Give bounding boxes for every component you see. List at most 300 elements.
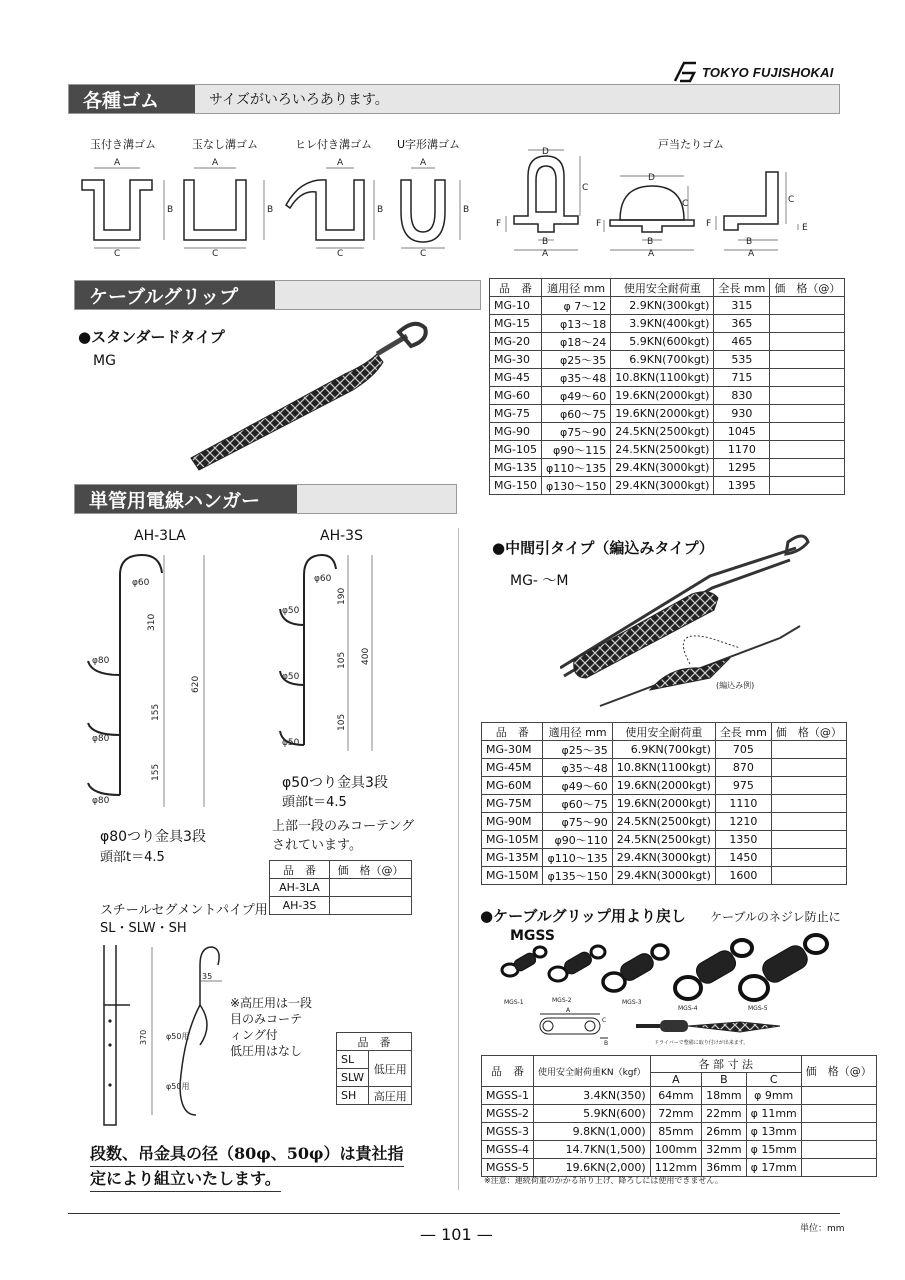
standard-type-label: ●スタンダードタイプ xyxy=(78,328,225,346)
table-cell xyxy=(770,315,845,333)
dim-label: 190 xyxy=(337,587,347,605)
table-cell: 870 xyxy=(715,759,771,777)
standard-grip-spec-table xyxy=(489,278,845,495)
rubber-type-label: 戸当たりゴム xyxy=(658,138,724,151)
table-cell: φ90〜110 xyxy=(543,831,612,849)
dim-label: 105 xyxy=(337,713,347,731)
photo-label: MGS-5 xyxy=(748,1005,768,1012)
col-header: 全長 mm xyxy=(714,279,770,297)
table-header-row xyxy=(482,723,847,741)
dim-label: φ80 xyxy=(92,656,110,666)
table-cell: 705 xyxy=(715,741,771,759)
rubber-type-label: ヒレ付き溝ゴム xyxy=(295,138,372,151)
dim-label: 310 xyxy=(147,613,157,631)
table-cell: 1600 xyxy=(715,867,771,885)
table-cell xyxy=(770,441,845,459)
fin-groove-rubber-profile xyxy=(286,180,364,240)
table-cell: 22mm xyxy=(702,1105,746,1123)
rubber-type-label: U字形溝ゴム xyxy=(397,138,461,151)
company-logo xyxy=(672,60,847,84)
section-title: 各種ゴム xyxy=(69,85,195,113)
dim-label: 155 xyxy=(151,703,161,721)
steel-pipe-title: スチールセグメントパイプ用 xyxy=(100,903,268,918)
table-cell xyxy=(771,849,846,867)
dim-label: φ50 xyxy=(282,672,300,682)
table-cell xyxy=(770,477,845,495)
dim-label: A xyxy=(420,158,427,168)
page-number: — 101 — xyxy=(420,1225,493,1244)
dim-label: A xyxy=(542,249,549,258)
table-cell: MG-135M xyxy=(482,849,543,867)
door-stop-profile-1 xyxy=(514,156,578,232)
table-cell: φ60〜75 xyxy=(541,405,610,423)
col-subheader: B xyxy=(702,1073,746,1087)
table-cell: 1170 xyxy=(714,441,770,459)
logo-mark-icon xyxy=(672,61,698,83)
table-cell: MG-75M xyxy=(482,795,543,813)
table-cell xyxy=(770,351,845,369)
dim-label: A xyxy=(566,1007,571,1014)
table-cell: MG-45M xyxy=(482,759,543,777)
col-subheader: C xyxy=(746,1073,801,1087)
table-row xyxy=(490,369,845,387)
table-cell: MG-30 xyxy=(490,351,542,369)
cable-grip-section-header xyxy=(74,280,481,310)
col-header: 品 番 xyxy=(482,723,543,741)
dim-label: 105 xyxy=(337,651,347,669)
dim-label: φ50用 xyxy=(166,1032,190,1041)
table-cell xyxy=(330,879,412,897)
table-row xyxy=(482,1159,877,1177)
table-row xyxy=(490,297,845,315)
dim-label: B xyxy=(167,205,174,215)
dim-label: A xyxy=(648,249,655,258)
table-cell: MG-45 xyxy=(490,369,542,387)
table-cell: 6.9KN(700kgt) xyxy=(611,351,714,369)
table-cell: φ18〜24 xyxy=(541,333,610,351)
table-cell xyxy=(801,1105,876,1123)
table-cell: φ 11mm xyxy=(746,1105,801,1123)
dim-label: C xyxy=(337,249,344,259)
dim-label: A xyxy=(337,158,344,168)
table-cell: φ75〜90 xyxy=(541,423,610,441)
dim-label: F xyxy=(706,219,712,229)
table-cell: φ 9mm xyxy=(746,1087,801,1105)
dim-label: B xyxy=(604,1040,609,1047)
section-title: 単管用電線ハンガー xyxy=(75,485,297,513)
col-header: 品 番 xyxy=(482,1056,534,1087)
dim-label: φ50 xyxy=(282,606,300,616)
figure-caption: ドライバーで整備に取り付けが出来ます。 xyxy=(654,1040,749,1046)
table-cell: φ49〜60 xyxy=(543,777,612,795)
col-header: 品 番 xyxy=(270,861,330,879)
u-groove-rubber-profile xyxy=(401,180,445,242)
middle-type-label: ●中間引タイプ（編込みタイプ） xyxy=(492,539,714,557)
col-header: 価 格（@） xyxy=(770,279,845,297)
table-cell: 1295 xyxy=(714,459,770,477)
mgss-footnote: ※注意：連続荷重のかかる吊り上げ、降ろしには使用できません。 xyxy=(484,1176,723,1185)
table-cell xyxy=(770,333,845,351)
logo-text: TOKYO FUJISHOKAI xyxy=(702,64,834,80)
table-cell xyxy=(771,867,846,885)
steel-pipe-models: SL・SLW・SH xyxy=(100,921,187,936)
table-cell: MGSS-5 xyxy=(482,1159,534,1177)
table-cell: 975 xyxy=(715,777,771,795)
table-cell: 36mm xyxy=(702,1159,746,1177)
table-cell: φ 15mm xyxy=(746,1141,801,1159)
dim-label: B xyxy=(647,237,654,247)
middle-grip-spec-table xyxy=(481,722,847,885)
col-header: 各 部 寸 法 xyxy=(650,1056,801,1073)
table-cell: φ35〜48 xyxy=(541,369,610,387)
table-cell: 19.6KN(2,000) xyxy=(533,1159,650,1177)
ah3la-caption: 頭部t＝4.5 xyxy=(100,850,165,865)
table-cell: 24.5KN(2500kgt) xyxy=(612,813,715,831)
photo-label: MGS-2 xyxy=(552,997,572,1004)
table-cell: φ 17mm xyxy=(746,1159,801,1177)
dim-label: φ50 xyxy=(282,738,300,748)
table-cell: φ90〜115 xyxy=(541,441,610,459)
table-cell: MGSS-1 xyxy=(482,1087,534,1105)
table-cell: MG-105 xyxy=(490,441,542,459)
dim-label: B xyxy=(267,205,274,215)
table-cell: 72mm xyxy=(650,1105,701,1123)
figure-caption: (編込み例) xyxy=(716,681,755,690)
cable-grip-illustration xyxy=(185,318,435,478)
hanger-price-table xyxy=(269,860,412,915)
ah3la-drawing xyxy=(80,545,220,825)
dim-label: B xyxy=(377,205,384,215)
table-cell: φ25〜35 xyxy=(541,351,610,369)
dim-label: F xyxy=(596,219,602,229)
dim-label: B xyxy=(542,237,549,247)
dim-label: 155 xyxy=(151,763,161,781)
table-cell: MG-20 xyxy=(490,333,542,351)
table-cell: φ 13mm xyxy=(746,1123,801,1141)
dim-label: A xyxy=(748,249,755,258)
col-header: 適用径 mm xyxy=(541,279,610,297)
table-header-row xyxy=(490,279,845,297)
dim-label: φ80 xyxy=(92,796,110,806)
table-cell: MG-60M xyxy=(482,777,543,795)
dim-label: φ60 xyxy=(314,574,332,584)
hanger-section-header xyxy=(74,484,457,514)
dim-label: φ80 xyxy=(92,734,110,744)
dim-label: C xyxy=(788,195,795,205)
table-cell: 1450 xyxy=(715,849,771,867)
dim-label: φ60 xyxy=(132,578,150,588)
table-cell xyxy=(770,405,845,423)
table-row xyxy=(482,1105,877,1123)
table-cell: 112mm xyxy=(650,1159,701,1177)
col-header: 使用安全耐荷重KN（kgf） xyxy=(533,1056,650,1087)
middle-model: MG- 〜M xyxy=(510,573,569,589)
table-cell xyxy=(801,1159,876,1177)
pipe-segment xyxy=(104,1005,116,1125)
section-subtitle: サイズがいろいろあります。 xyxy=(209,92,389,108)
table-row xyxy=(270,879,412,897)
mgss-spec-table xyxy=(481,1055,877,1177)
table-row xyxy=(482,741,847,759)
table-cell: 29.4KN(3000kgt) xyxy=(612,849,715,867)
col-header: 全長 mm xyxy=(715,723,771,741)
dim-label: B xyxy=(463,205,470,215)
col-header: 価 格（@） xyxy=(801,1056,876,1087)
table-cell: 5.9KN(600kgt) xyxy=(611,333,714,351)
table-cell xyxy=(771,777,846,795)
dim-label: C xyxy=(114,249,121,259)
table-cell: φ130〜150 xyxy=(541,477,610,495)
dim-label: C xyxy=(682,199,689,209)
door-stop-rubber-drawing xyxy=(492,146,822,258)
table-cell: φ60〜75 xyxy=(543,795,612,813)
table-row xyxy=(490,459,845,477)
rubber-profiles-drawing xyxy=(76,150,476,260)
table-row xyxy=(270,897,412,915)
swivel-2 xyxy=(549,946,605,981)
table-cell: 26mm xyxy=(702,1123,746,1141)
table-cell xyxy=(330,897,412,915)
table-cell: φ 7〜12 xyxy=(541,297,610,315)
table-cell: 365 xyxy=(714,315,770,333)
table-cell xyxy=(770,297,845,315)
col-header: 適用径 mm xyxy=(543,723,612,741)
table-row xyxy=(490,441,845,459)
table-cell xyxy=(770,387,845,405)
table-cell: MG-75 xyxy=(490,405,542,423)
dim-label: 35 xyxy=(202,972,213,981)
table-cell: MGSS-3 xyxy=(482,1123,534,1141)
table-cell: MG-150M xyxy=(482,867,543,885)
table-cell xyxy=(770,423,845,441)
table-cell: AH-3S xyxy=(270,897,330,915)
table-row xyxy=(482,867,847,885)
table-cell: φ25〜35 xyxy=(543,741,612,759)
table-cell: MG-30M xyxy=(482,741,543,759)
table-cell: φ35〜48 xyxy=(543,759,612,777)
dim-label: D xyxy=(542,147,549,157)
ah3s-name: AH-3S xyxy=(320,528,363,544)
table-cell: 3.9KN(400kgt) xyxy=(611,315,714,333)
dim-label: 620 xyxy=(191,675,201,693)
table-cell: 低圧用 xyxy=(369,1051,412,1087)
dim-label: 400 xyxy=(361,647,371,665)
table-cell: 19.6KN(2000kgt) xyxy=(612,795,715,813)
table-cell xyxy=(771,831,846,849)
col-header: 品 番 xyxy=(490,279,542,297)
steel-hanger-note: ※高圧用は一段 目のみコーテ ィング付 低圧用はなし xyxy=(230,996,313,1058)
table-cell xyxy=(801,1087,876,1105)
rubber-type-label: 玉なし溝ゴム xyxy=(192,138,258,151)
table-cell: 29.4KN(3000kgt) xyxy=(611,459,714,477)
ah3s-drawing xyxy=(268,545,388,765)
table-cell: 64mm xyxy=(650,1087,701,1105)
door-stop-profile-2 xyxy=(620,186,684,220)
table-cell: φ110〜135 xyxy=(541,459,610,477)
table-row xyxy=(337,1087,412,1105)
table-cell: 14.7KN(1,500) xyxy=(533,1141,650,1159)
table-cell: 9.8KN(1,000) xyxy=(533,1123,650,1141)
table-cell: 535 xyxy=(714,351,770,369)
table-cell: 1210 xyxy=(715,813,771,831)
table-cell: 2.9KN(300kgt) xyxy=(611,297,714,315)
table-cell: AH-3LA xyxy=(270,879,330,897)
dim-label: 370 xyxy=(139,1029,148,1045)
table-cell: MG-105M xyxy=(482,831,543,849)
table-cell: 18mm xyxy=(702,1087,746,1105)
dim-label: A xyxy=(114,158,121,168)
table-cell: φ110〜135 xyxy=(543,849,612,867)
rubber-type-label: 玉付き溝ゴム xyxy=(90,138,156,151)
table-row xyxy=(490,405,845,423)
table-cell: 1350 xyxy=(715,831,771,849)
middle-grip-illustration xyxy=(560,528,840,708)
dim-label: D xyxy=(648,173,655,183)
table-cell: φ49〜60 xyxy=(541,387,610,405)
table-cell: 24.5KN(2500kgt) xyxy=(611,423,714,441)
col-header: 使用安全耐荷重 xyxy=(612,723,715,741)
dim-label: E xyxy=(802,223,808,233)
table-header-row xyxy=(337,1033,412,1051)
ah3s-coating-note: 上部一段のみコーテング されています。 xyxy=(272,819,415,853)
table-cell xyxy=(770,459,845,477)
table-cell: 85mm xyxy=(650,1123,701,1141)
dim-label: F xyxy=(496,219,502,229)
table-cell: 100mm xyxy=(650,1141,701,1159)
swivel-photos xyxy=(490,930,840,1050)
table-cell: 315 xyxy=(714,297,770,315)
table-row xyxy=(482,759,847,777)
dim-label: φ50用 xyxy=(166,1082,190,1091)
table-cell: MGSS-2 xyxy=(482,1105,534,1123)
table-cell: 6.9KN(700kgt) xyxy=(612,741,715,759)
table-row xyxy=(482,1123,877,1141)
table-cell xyxy=(771,759,846,777)
table-cell: 29.4KN(3000kgt) xyxy=(612,867,715,885)
table-row xyxy=(490,315,845,333)
dim-label: C xyxy=(212,249,219,259)
col-subheader: A xyxy=(650,1073,701,1087)
table-cell: SLW xyxy=(337,1069,369,1087)
dim-label: C xyxy=(582,183,589,193)
table-cell: 715 xyxy=(714,369,770,387)
ah3la-caption: φ80つり金具3段 xyxy=(100,829,206,845)
table-header-row xyxy=(270,861,412,879)
table-row xyxy=(490,477,845,495)
photo-label: MGS-3 xyxy=(622,999,642,1006)
dim-label: A xyxy=(212,158,219,168)
table-cell: 5.9KN(600) xyxy=(533,1105,650,1123)
assembly-note-line1: 段数、吊金具の径（80φ、50φ）は貴社指 xyxy=(90,1141,404,1167)
ah3la-name: AH-3LA xyxy=(134,528,186,544)
table-header-row xyxy=(482,1056,877,1073)
table-cell xyxy=(770,369,845,387)
table-row xyxy=(482,777,847,795)
col-header: 価 格（@） xyxy=(330,861,412,879)
table-cell: MG-60 xyxy=(490,387,542,405)
table-cell: 32mm xyxy=(702,1141,746,1159)
col-header: 品 番 xyxy=(337,1033,412,1051)
table-row xyxy=(490,387,845,405)
col-header: 価 格（@） xyxy=(771,723,846,741)
table-cell: 10.8KN(1100kgt) xyxy=(612,759,715,777)
swivel-with-grip-drawing xyxy=(636,1020,780,1046)
steel-model-table xyxy=(336,1032,412,1105)
dim-label: B xyxy=(746,237,753,247)
table-cell: MGSS-4 xyxy=(482,1141,534,1159)
section-title: ケーブルグリップ xyxy=(75,281,275,309)
table-cell: 830 xyxy=(714,387,770,405)
unit-label: 単位：mm xyxy=(800,1224,845,1234)
ah3s-caption: 頭部t＝4.5 xyxy=(282,795,347,810)
table-cell xyxy=(771,813,846,831)
table-row xyxy=(482,849,847,867)
table-cell: 10.8KN(1100kgt) xyxy=(611,369,714,387)
table-cell: 3.4KN(350) xyxy=(533,1087,650,1105)
col-header: 使用安全耐荷重 xyxy=(611,279,714,297)
table-cell: 1395 xyxy=(714,477,770,495)
table-row xyxy=(490,333,845,351)
table-row xyxy=(482,813,847,831)
table-cell: SH xyxy=(337,1087,369,1105)
standard-model: MG xyxy=(93,353,116,369)
dim-label: C xyxy=(420,249,427,259)
table-cell: φ135〜150 xyxy=(543,867,612,885)
table-row xyxy=(482,795,847,813)
table-row xyxy=(490,351,845,369)
table-cell xyxy=(771,741,846,759)
table-cell: 1045 xyxy=(714,423,770,441)
table-cell xyxy=(771,795,846,813)
photo-label: MGS-1 xyxy=(504,999,524,1006)
mgss-label: ●ケーブルグリップ用より戻し xyxy=(480,907,686,925)
table-cell: MG-150 xyxy=(490,477,542,495)
footer-rule xyxy=(68,1213,840,1214)
steel-hanger-drawing xyxy=(96,935,236,1135)
plain-groove-rubber-profile xyxy=(184,180,246,240)
table-cell: MG-135 xyxy=(490,459,542,477)
table-cell: 19.6KN(2000kgt) xyxy=(611,405,714,423)
table-cell: 19.6KN(2000kgt) xyxy=(611,387,714,405)
ball-groove-rubber-profile xyxy=(82,180,152,240)
table-cell: MG-15 xyxy=(490,315,542,333)
table-cell: MG-90 xyxy=(490,423,542,441)
photo-label: MGS-4 xyxy=(678,1005,698,1012)
table-row xyxy=(482,1141,877,1159)
table-cell: 24.5KN(2500kgt) xyxy=(612,831,715,849)
table-cell: 29.4KN(3000kgt) xyxy=(611,477,714,495)
table-row xyxy=(337,1051,412,1069)
table-cell: 高圧用 xyxy=(369,1087,412,1105)
table-cell xyxy=(801,1123,876,1141)
table-cell: 1110 xyxy=(715,795,771,813)
mgss-model: MGSS xyxy=(510,928,555,944)
table-cell: 930 xyxy=(714,405,770,423)
table-cell: SL xyxy=(337,1051,369,1069)
table-cell: 465 xyxy=(714,333,770,351)
assembly-note-line2: 定により組立いたします。 xyxy=(90,1166,281,1192)
table-row xyxy=(490,423,845,441)
rubber-section-header xyxy=(68,84,840,114)
door-stop-profile-3 xyxy=(724,172,778,230)
table-cell: 24.5KN(2500kgt) xyxy=(611,441,714,459)
dim-label: C xyxy=(602,1017,607,1024)
table-cell: φ13〜18 xyxy=(541,315,610,333)
table-row xyxy=(482,1087,877,1105)
table-cell: MG-90M xyxy=(482,813,543,831)
table-cell: 19.6KN(2000kgt) xyxy=(612,777,715,795)
ah3s-caption: φ50つり金具3段 xyxy=(282,775,388,791)
